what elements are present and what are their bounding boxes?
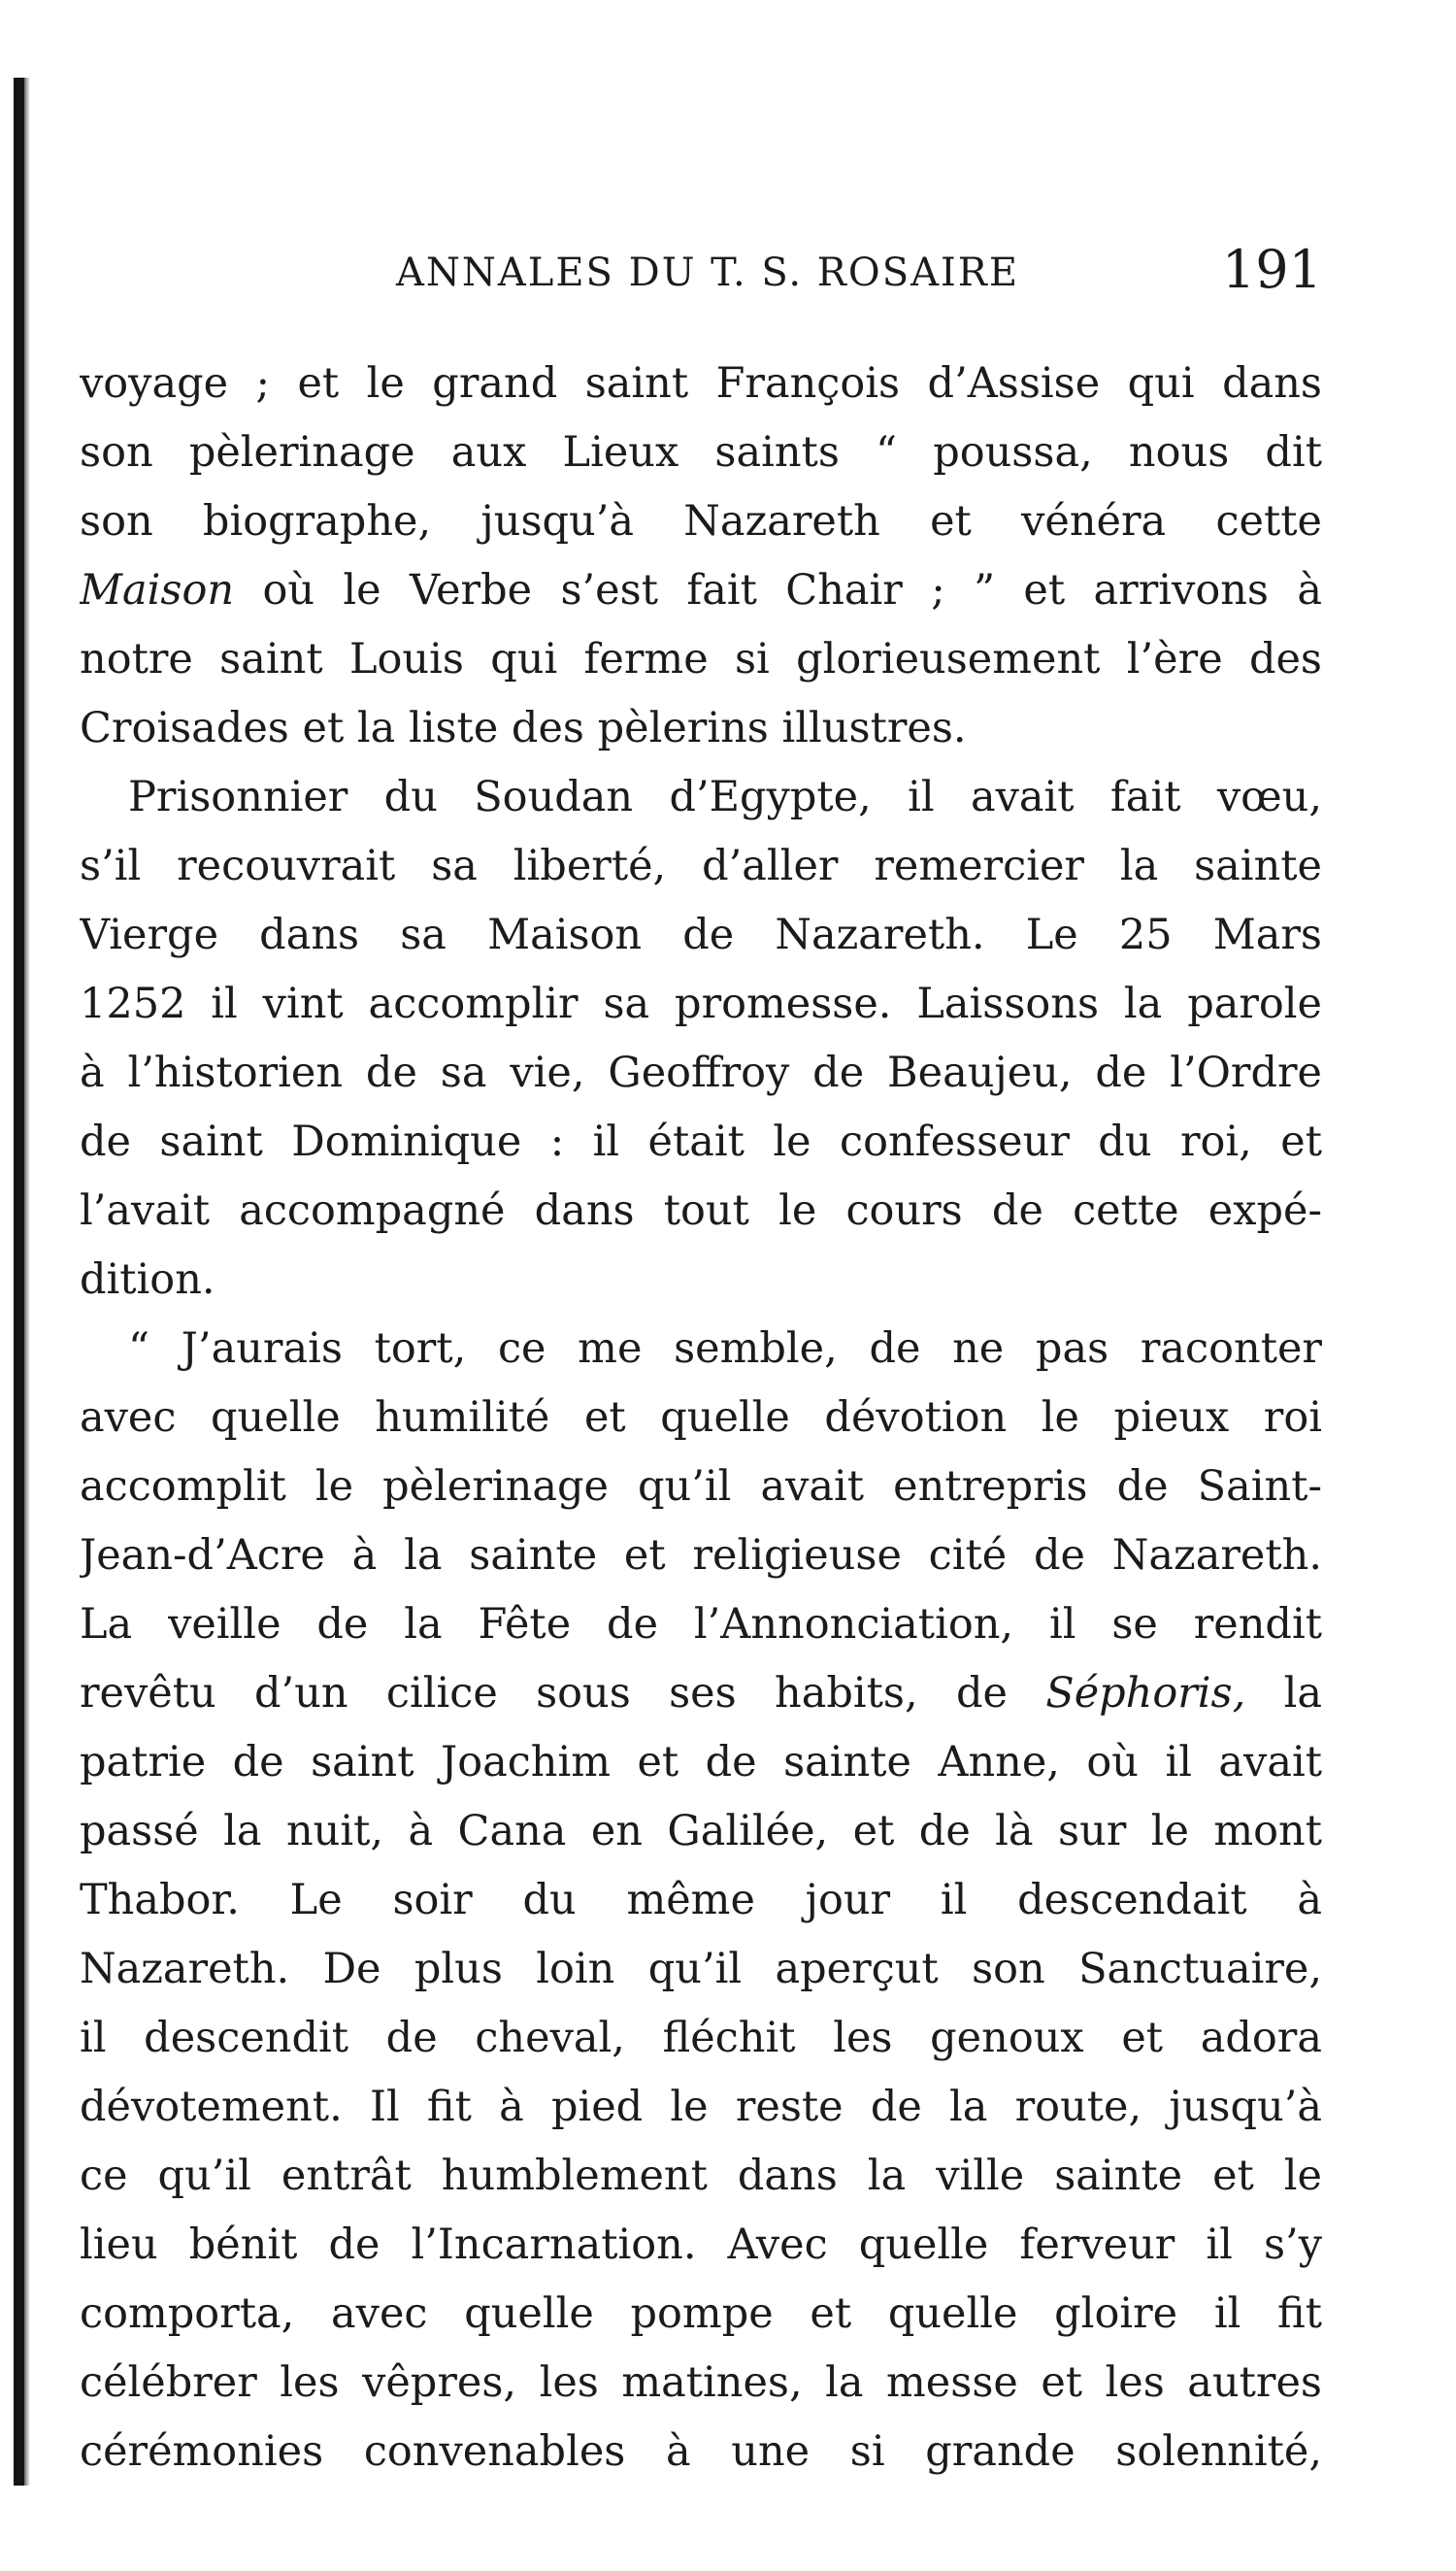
text-line: passé la nuit, à Cana en Galilée, et de là sur le mont — [80, 1807, 1322, 1855]
text-line: ce qu’il entrât humblement dans la ville sainte et le — [80, 2152, 1322, 2200]
text-line: cérémonies convenables à une si grande solennité, — [80, 2427, 1322, 2476]
text-line: son pèlerinage aux Lieux saints “ poussa, nous dit — [80, 428, 1322, 477]
binding-gradient — [24, 78, 30, 2486]
text-line: accomplit le pèlerinage qu’il avait entrepris de Saint- — [80, 1462, 1322, 1511]
page-binding-edge — [0, 0, 29, 2571]
text-line: “ J’aurais tort, ce me semble, de ne pas raconter — [128, 1324, 1322, 1373]
text-line: son biographe, jusqu’à Nazareth et vénéra cette — [80, 497, 1322, 546]
text-line: Prisonnier du Soudan d’Egypte, il avait fait vœu, — [128, 773, 1322, 821]
text-line: Croisades et la liste des pèlerins illustres. — [80, 704, 967, 752]
text-line: comporta, avec quelle pompe et quelle gloire il fit — [80, 2289, 1322, 2338]
text-line: avec quelle humilité et quelle dévotion le pieux roi — [80, 1393, 1322, 1442]
text-line: il descendit de cheval, fléchit les genoux et adora — [80, 2014, 1322, 2062]
text-line: célébrer les vêpres, les matines, la messe et les autres — [80, 2358, 1322, 2407]
text-line: 1252 il vint accomplir sa promesse. Laissons la parole — [80, 980, 1322, 1028]
page-number: 191 — [1221, 239, 1322, 300]
italic-word: Maison — [80, 566, 235, 615]
text-line: Jean-d’Acre à la sainte et religieuse cité de Nazareth. — [80, 1531, 1322, 1580]
text-line: à l’historien de sa vie, Geoffroy de Beaujeu, de l’Ordre — [80, 1049, 1322, 1097]
text-line — [80, 556, 1322, 625]
page-header-title: ANNALES DU T. S. ROSAIRE — [396, 250, 1020, 295]
italic-word: Séphoris, — [1045, 1669, 1246, 1718]
text-line: dition. — [80, 1255, 215, 1304]
page-text — [80, 350, 1322, 2487]
text-line: dévotement. Il fit à pied le reste de la route, jusqu’à — [80, 2083, 1322, 2131]
text-line: La veille de la Fête de l’Annonciation, il se rendit — [80, 1600, 1322, 1649]
text-line: s’il recouvrait sa liberté, d’aller remercier la sainte — [80, 842, 1322, 890]
text-line: patrie de saint Joachim et de sainte Anne, où il avait — [80, 1738, 1322, 1786]
text-line: voyage ; et le grand saint François d’Assise qui dans — [80, 359, 1322, 408]
text-run: où le Verbe s’est fait Chair ; ” et arrivons à — [234, 566, 1322, 615]
text-line: l’avait accompagné dans tout le cours de cette expé- — [80, 1186, 1322, 1235]
text-line: Nazareth. De plus loin qu’il aperçut son Sanctuaire, — [80, 1945, 1322, 1993]
text-line: Thabor. Le soir du même jour il descendait à — [80, 1876, 1322, 1924]
text-line: de saint Dominique : il était le confesseur du roi, et — [80, 1118, 1322, 1166]
text-line: lieu bénit de l’Incarnation. Avec quelle ferveur il s’y — [80, 2220, 1322, 2269]
text-run: revêtu d’un cilice sous ses habits, de — [80, 1669, 1046, 1718]
text-run: la — [1245, 1669, 1322, 1718]
binding-shadow — [14, 78, 24, 2486]
text-line — [80, 1659, 1322, 1728]
text-line: notre saint Louis qui ferme si glorieusement l’ère des — [80, 635, 1322, 684]
running-head — [80, 233, 1322, 311]
text-line: Vierge dans sa Maison de Nazareth. Le 25 Mars — [80, 911, 1322, 959]
